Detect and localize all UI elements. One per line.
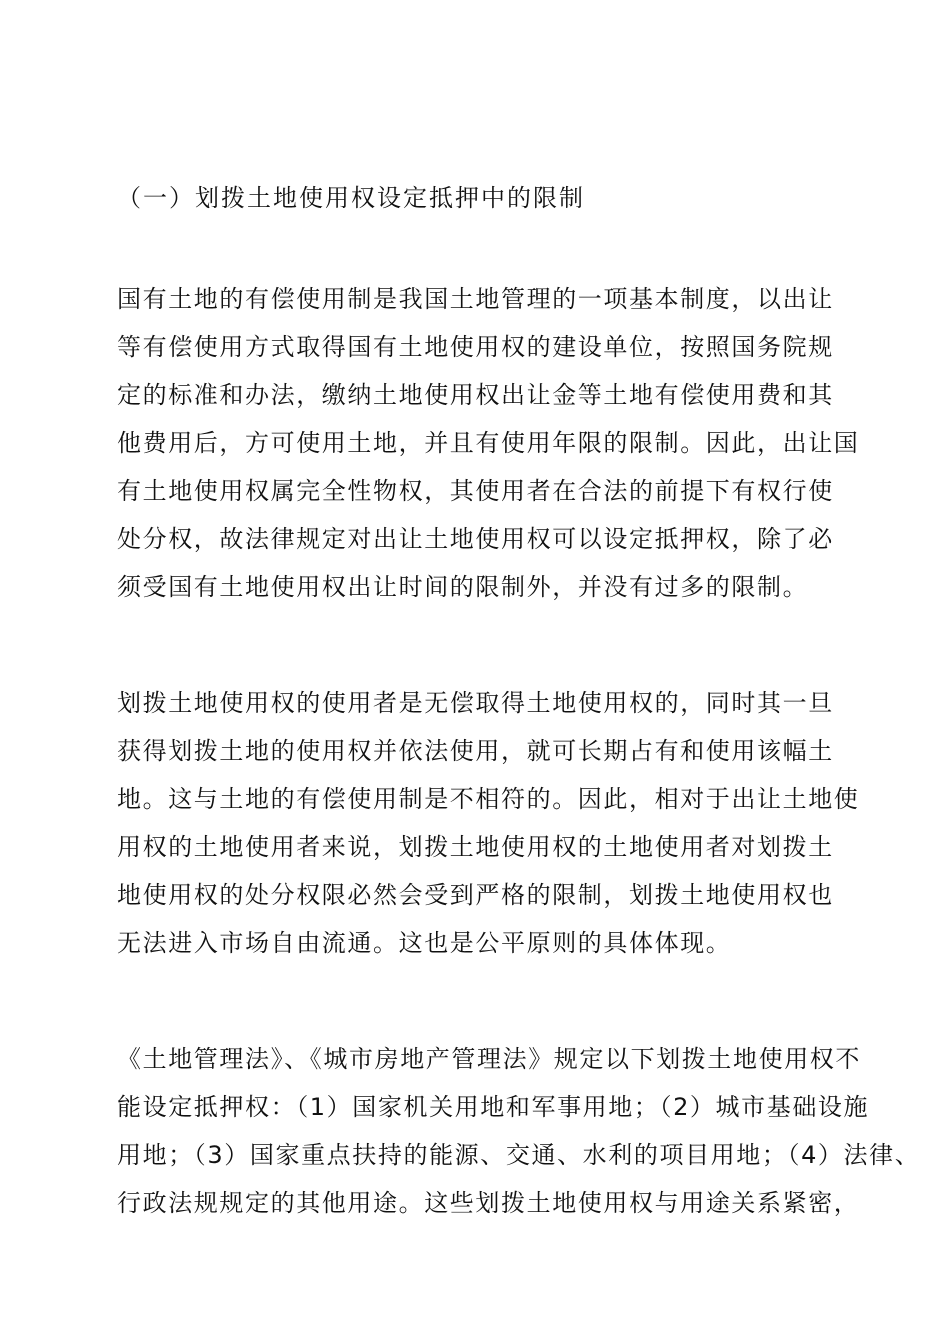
- paragraph-line: 能设定抵押权：（1）国家机关用地和军事用地；（2）城市基础设施: [117, 1093, 870, 1121]
- paragraph-line: 须受国有土地使用权出让时间的限制外，并没有过多的限制。: [117, 573, 809, 601]
- paragraph-line: 等有偿使用方式取得国有土地使用权的建设单位，按照国务院规: [117, 333, 834, 361]
- paragraph-line: 处分权，故法律规定对出让土地使用权可以设定抵押权，除了必: [117, 525, 834, 553]
- paragraph-2: [117, 679, 860, 967]
- paragraph-line: 有土地使用权属完全性物权，其使用者在合法的前提下有权行使: [117, 477, 834, 505]
- paragraph-line: 他费用后，方可使用土地，并且有使用年限的限制。因此，出让国: [117, 429, 860, 457]
- paragraph-line: 用地；（3）国家重点扶持的能源、交通、水利的项目用地；（4）法律、: [117, 1141, 921, 1169]
- paragraph-line: 行政法规规定的其他用途。这些划拨土地使用权与用途关系紧密，: [117, 1189, 860, 1217]
- paragraph-line: 定的标准和办法，缴纳土地使用权出让金等土地有偿使用费和其: [117, 381, 834, 409]
- paragraph-line: 获得划拨土地的使用权并依法使用，就可长期占有和使用该幅土: [117, 737, 834, 765]
- paragraph-1: [117, 275, 860, 611]
- paragraph-line: 无法进入市场自由流通。这也是公平原则的具体体现。: [117, 929, 732, 957]
- paragraph-line: 国有土地的有偿使用制是我国土地管理的一项基本制度，以出让: [117, 285, 834, 313]
- paragraph-line: 地使用权的处分权限必然会受到严格的限制，划拨土地使用权也: [117, 881, 834, 909]
- paragraph-line: 用权的土地使用者来说，划拨土地使用权的土地使用者对划拨土: [117, 833, 834, 861]
- section-heading: （一）划拨土地使用权设定抵押中的限制: [117, 184, 585, 212]
- paragraph-line: 地。这与土地的有偿使用制是不相符的。因此，相对于出让土地使: [117, 785, 860, 813]
- paragraph-line: 《土地管理法》、《城市房地产管理法》规定以下划拨土地使用权不: [117, 1045, 861, 1073]
- paragraph-line: 划拨土地使用权的使用者是无偿取得土地使用权的，同时其一旦: [117, 689, 834, 717]
- paragraph-3: [117, 1035, 921, 1227]
